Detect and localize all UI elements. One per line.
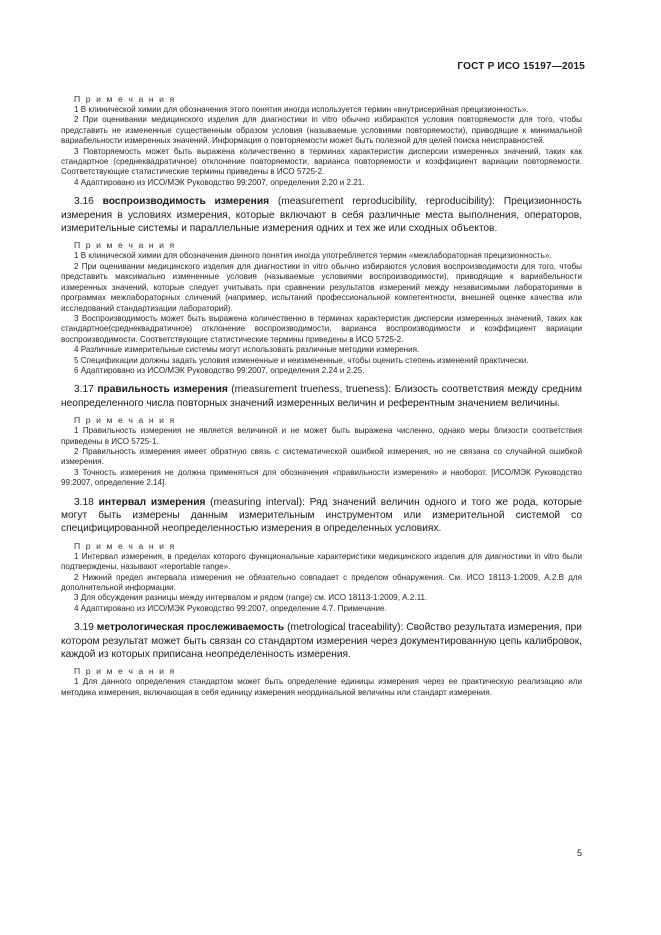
- term-3-17: [61, 383, 582, 410]
- notes-label: П р и м е ч а н и я: [74, 240, 176, 251]
- term-title: метрологическая прослеживаемость: [96, 622, 285, 634]
- standard-header: ГОСТ Р ИСО 15197—2015: [457, 61, 585, 72]
- term-definition: (metrological traceability): Свойство результата измерения, при котором результат может быть связан со стандартом измерения через документированную цепь калибровок, каждой из которых приписана неопределенность измерения.: [61, 622, 582, 661]
- note: 4 Адаптировано из ИСО/МЭК Руководство 99:2007, определение 4.7. Примечание.: [74, 603, 387, 613]
- term-title: интервал измерения: [98, 496, 206, 508]
- notes-label: П р и м е ч а н и я: [74, 94, 176, 104]
- page-number: 5: [576, 848, 582, 858]
- note: 1 Правильность измерения не является величиной и не может быть выражена численно, однако меры близости соответствия приведены в ИСО 5725-1.: [61, 426, 582, 446]
- note: 4 Различные измерительные системы могут использовать различные методики измерения.: [74, 345, 420, 355]
- term-3-18: [61, 496, 582, 536]
- note: 2 Правильность измерения имеет обратную связь с систематической ошибкой измерения, но не связана со случайной ошибкой измерения.: [61, 446, 582, 467]
- note: 1 Для данного определения стандартом может быть определение единицы измерения через ее практическую реализацию или методика измерения, включающая в себя единицу измерения неординальной величины или стандарт измерения.: [61, 677, 582, 697]
- term-title: правильность измерения: [97, 384, 228, 396]
- note: 1 В клинической химии для обозначения этого понятия иногда используется термин «внутрисерийная прецизионность».: [74, 105, 529, 114]
- note: 4 Адаптировано из ИСО/МЭК Руководство 99:2007, определения 2.20 и 2.21.: [74, 177, 365, 187]
- term-number: 3.16: [74, 196, 94, 208]
- term-3-19: [61, 621, 582, 661]
- term-definition: (measurement reproducibility, reproducibility): Прецизионность измерения в условиях измерения, которые включают в себя различные места выполнения, операторов, измерительные системы и параллельные измерения одних и тех же или сходных объектов.: [61, 196, 582, 235]
- term-number: 3.18: [74, 496, 94, 508]
- note: 2 При оценивании медицинского изделия для диагностики in vitro обычно избираются условия повторяемости для того, чтобы представить не измененные существенным образом условия (называемые условиями повторяемости), приводящие к минимальной вариабельности измеренных значений. Информация о повторяемости может быть полезной для целей поиска неисправностей.: [61, 115, 582, 146]
- note: 1 В клинической химии для обозначения данного понятия иногда употребляется термин «межлабораторная прецизионность».: [74, 251, 552, 261]
- note: 1 Интервал измерения, в пределах которого функциональные характеристики медицинского изделия для диагностики in vitro были подтверждены, называют «reportable range».: [61, 551, 582, 572]
- note: 3 Для обсуждения разницы между интервалом и рядом (range) см. ИСО 18113-1:2009, А.2.11.: [74, 593, 428, 603]
- term-definition: (measurement trueness, trueness): Близость соответствия между средним неопределенного числа повторных значений измеренных величин и референтным значением величины.: [61, 384, 582, 409]
- note: 3 Повторяемость может быть выражена количественно в терминах характеристик дисперсии измеренных значений, таких как стандартное (среднеквадратичное) отклонение повторяемости, варианса повторяемости и коэффициент вариации повторяемости. Соответствующие статистические термины приведены в ИСО 5725-2.: [61, 146, 582, 177]
- term-number: 3.19: [74, 622, 94, 634]
- notes-label: П р и м е ч а н и я: [74, 540, 176, 551]
- term-3-16: [61, 195, 582, 235]
- note: 2 Нижний предел интервала измерения не обязательно совпадает с пределом обнаружения. См. ИСО 18113-1:2009, А.2.В для дополнительной информации.: [61, 572, 582, 593]
- note: 3 Воспроизводимость может быть выражена количественно в терминах характеристик дисперсии измеренных значений, таких как стандартное(среднеквадратичное) отклонение воспроизводимости, варианса воспроизводимости и коэффициент вариации воспроизводимости. Соответствующие статистические термины приведены в ИСО 5725-2.: [61, 313, 582, 344]
- notes-label: П р и м е ч а н и я: [74, 415, 176, 426]
- term-title: воспроизводимость измерения: [102, 196, 270, 208]
- note: 3 Точность измерения не должна применяться для обозначения «правильности измерения» и наоборот. [ИСО/МЭК Руководство 99:2007, определение 2.14].: [61, 467, 582, 488]
- term-number: 3.17: [74, 384, 94, 396]
- note: 6 Адаптировано из ИСО/МЭК Руководство 99:2007, определения 2.24 и 2.25.: [74, 365, 365, 375]
- notes-label: П р и м е ч а н и я: [74, 666, 176, 677]
- note: 5 Спецификации должны задать условия измененные и неизмененные, чтобы оценить степень изменений практически.: [74, 355, 529, 365]
- document-body: [61, 91, 582, 698]
- note: 2 При оценивании медицинского изделия для диагностики in vitro обычно избираются условия воспроизводимости для того, чтобы представить максимально измененные условия (называемые условиями воспроизводимости), приводящие к вариабельности измеренных значений, которые следует учитывать при сравнении результатов измерений между независимыми лабораториями в программах межлабораторных сличений (например, испытаний профессиональной компетентности, внешней оценке качества или исследований стандартизации лабораторий).: [61, 261, 582, 313]
- term-definition: (measuring interval): Ряд значений величин одного и того же рода, которые могут быть измерены данным измерительным инструментом или измерительной системой со специфицированной неопределенностью измерения в определенных условиях.: [61, 496, 582, 535]
